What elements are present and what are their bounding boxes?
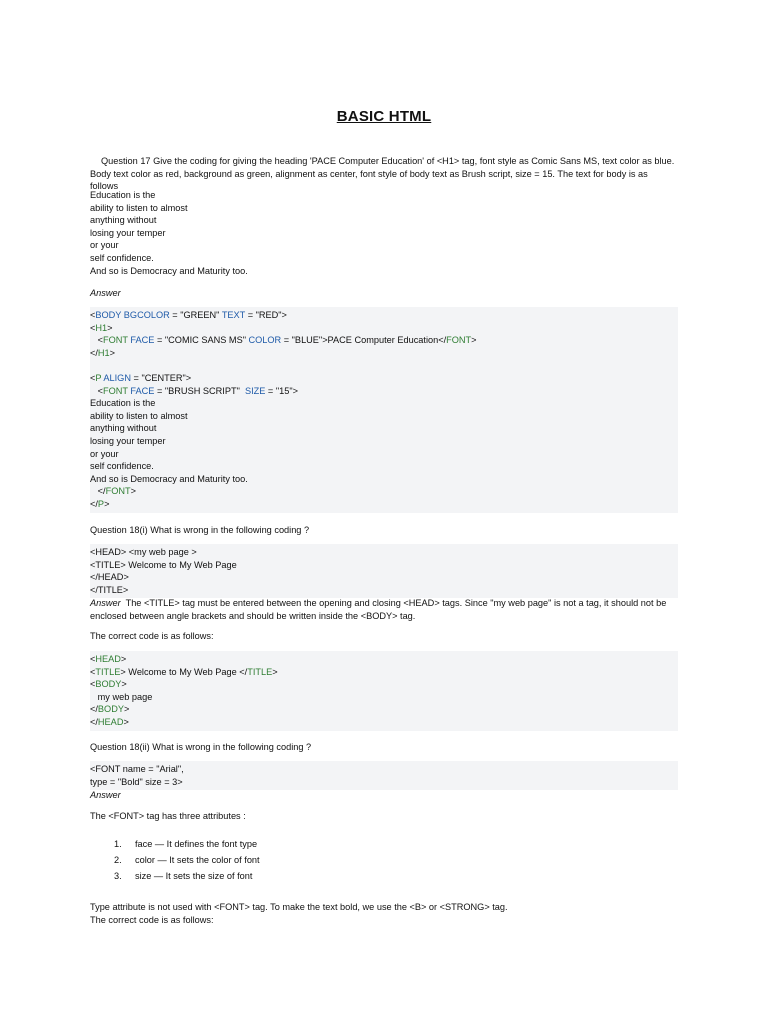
code-tag-name: BODY xyxy=(95,679,122,690)
code-tag-name: HEAD xyxy=(97,716,124,727)
code-attribute: BODY BGCOLOR xyxy=(95,310,170,320)
page-title: BASIC HTML xyxy=(336,108,432,125)
code-line xyxy=(90,498,678,511)
code-text: > xyxy=(272,666,278,677)
code-text: And so is Democracy and Maturity too. xyxy=(90,473,248,484)
code-tag-name: FONT xyxy=(103,335,128,346)
code-text: losing your temper xyxy=(90,435,166,446)
code-text: anything without xyxy=(90,423,157,434)
code-text: = "BLUE">PACE Computer Education</ xyxy=(281,335,447,346)
q18i-code-block xyxy=(90,544,678,598)
q18ii-attr-intro: The <FONT> tag has three attributes : xyxy=(90,811,246,821)
code-line xyxy=(90,322,678,335)
code-text: > xyxy=(107,322,113,333)
code-line xyxy=(90,448,678,461)
code-text: > xyxy=(123,704,130,715)
code-line xyxy=(90,309,678,322)
code-attribute: FACE xyxy=(127,335,155,346)
code-line xyxy=(90,460,678,473)
code-text: </ xyxy=(90,704,98,715)
question-18ii-text: Question 18(ii) What is wrong in the following coding ? xyxy=(90,742,312,752)
question-17-text: Question 17 Give the coding for giving the heading 'PACE Computer Education' of <H1> tag, font style as Comic Sans MS, text color as blue. Body text color as red, background as green, alignment as center, font style of body text as Brush script, size = 15. The text for body is as follows xyxy=(90,156,677,192)
code-text: </ xyxy=(90,716,98,727)
code-line: type = "Bold" size = 3> xyxy=(90,776,183,787)
code-tag-name: P xyxy=(97,498,105,509)
code-line xyxy=(90,716,678,729)
text-line: losing your temper xyxy=(90,227,166,238)
text-line: Type attribute is not used with <FONT> tag. To make the text bold, we use the <B> or <STRONG> tag. xyxy=(90,902,508,912)
code-line xyxy=(90,359,678,372)
code-text: > xyxy=(109,347,116,358)
code-text: </ xyxy=(90,498,98,509)
code-text: > xyxy=(121,679,127,690)
code-text: < xyxy=(90,666,96,677)
code-line xyxy=(90,653,678,666)
code-tag-name: HEAD xyxy=(95,654,121,664)
text-line: Education is the xyxy=(90,190,156,200)
code-line: </TITLE> xyxy=(90,584,129,595)
code-text: self confidence. xyxy=(90,461,154,472)
code-text: = "GREEN" xyxy=(169,310,222,320)
code-line: <HEAD> <my web page > xyxy=(90,547,197,557)
code-text: or your xyxy=(90,448,119,459)
code-text: </ xyxy=(90,347,98,358)
q17-body-text xyxy=(90,189,678,277)
code-text: < xyxy=(90,335,104,346)
code-text: = "COMIC SANS MS" xyxy=(154,335,249,346)
code-text: = "CENTER"> xyxy=(130,372,192,383)
code-tag-name: P xyxy=(95,372,102,383)
code-attribute: ALIGN xyxy=(101,372,131,383)
text-line: or your xyxy=(90,240,119,251)
code-text: my web page xyxy=(90,691,153,702)
code-text: < xyxy=(90,322,96,333)
code-attribute: FACE xyxy=(127,385,155,396)
text-line: And so is Democracy and Maturity too. xyxy=(90,265,248,276)
code-text: < xyxy=(90,372,96,383)
code-line xyxy=(90,385,678,398)
q18i-answer-label: Answer xyxy=(90,598,121,608)
text-line: self confidence. xyxy=(90,252,154,263)
question-18i-text: Question 18(i) What is wrong in the following coding ? xyxy=(90,525,310,535)
code-text: = "RED"> xyxy=(245,310,287,320)
code-line xyxy=(90,678,678,691)
code-line xyxy=(90,666,678,679)
code-line xyxy=(90,422,678,435)
code-line xyxy=(90,410,678,423)
code-text: > Welcome to My Web Page </ xyxy=(120,666,248,677)
code-text: > xyxy=(471,335,477,346)
code-line xyxy=(90,435,678,448)
code-attribute: COLOR xyxy=(248,335,282,346)
q18i-answer-text: The <TITLE> tag must be entered between the opening and closing <HEAD> tags. Since "my web page" is not a tag, it should not be enclosed between angle brackets and should be written inside the <BODY> tag. xyxy=(90,598,669,621)
code-line xyxy=(90,473,678,486)
code-text: < xyxy=(90,310,96,320)
code-line xyxy=(90,347,678,360)
q17-answer-label: Answer xyxy=(90,288,121,298)
code-line xyxy=(90,334,678,347)
text-line: anything without xyxy=(90,215,157,226)
code-attribute: TEXT xyxy=(221,310,246,320)
code-tag-name: BODY xyxy=(97,704,124,715)
code-text: < xyxy=(90,385,104,396)
code-attribute: SIZE xyxy=(244,385,266,396)
code-tag-name: FONT xyxy=(105,486,131,497)
code-line xyxy=(90,691,678,704)
q18i-correct-intro: The correct code is as follows: xyxy=(90,631,214,641)
code-text: = "15"> xyxy=(265,385,298,396)
code-text: < xyxy=(90,679,96,690)
code-tag-name: H1 xyxy=(95,322,108,333)
code-line: <TITLE> Welcome to My Web Page xyxy=(90,559,237,570)
text-line: The correct code is as follows: xyxy=(90,914,214,925)
code-line xyxy=(90,372,678,385)
code-line xyxy=(90,485,678,498)
code-line xyxy=(90,397,678,410)
q18ii-answer-label: Answer xyxy=(90,790,121,800)
code-tag-name: TITLE xyxy=(95,666,121,677)
code-tag-name: H1 xyxy=(97,347,110,358)
code-line: </HEAD> xyxy=(90,572,129,583)
code-tag-name: TITLE xyxy=(247,666,273,677)
code-text: </ xyxy=(90,486,106,497)
code-tag-name: FONT xyxy=(446,335,472,346)
q18i-answer xyxy=(90,597,678,622)
code-text: Education is the xyxy=(90,398,156,409)
code-text: > xyxy=(104,498,110,509)
code-line xyxy=(90,703,678,716)
q18ii-closing xyxy=(90,901,678,926)
q18i-correct-code-block xyxy=(90,651,678,731)
text-line: ability to listen to almost xyxy=(90,202,188,213)
q18ii-code-block xyxy=(90,761,678,790)
code-text: > xyxy=(130,486,136,497)
q17-code-block xyxy=(90,307,678,513)
code-text: ability to listen to almost xyxy=(90,410,188,421)
code-text: > xyxy=(123,716,129,727)
code-tag-name: FONT xyxy=(103,385,128,396)
code-text: < xyxy=(90,654,96,664)
code-line: <FONT name = "Arial", xyxy=(90,764,184,774)
code-text: > xyxy=(120,654,127,664)
code-text: = "BRUSH SCRIPT" xyxy=(154,385,245,396)
